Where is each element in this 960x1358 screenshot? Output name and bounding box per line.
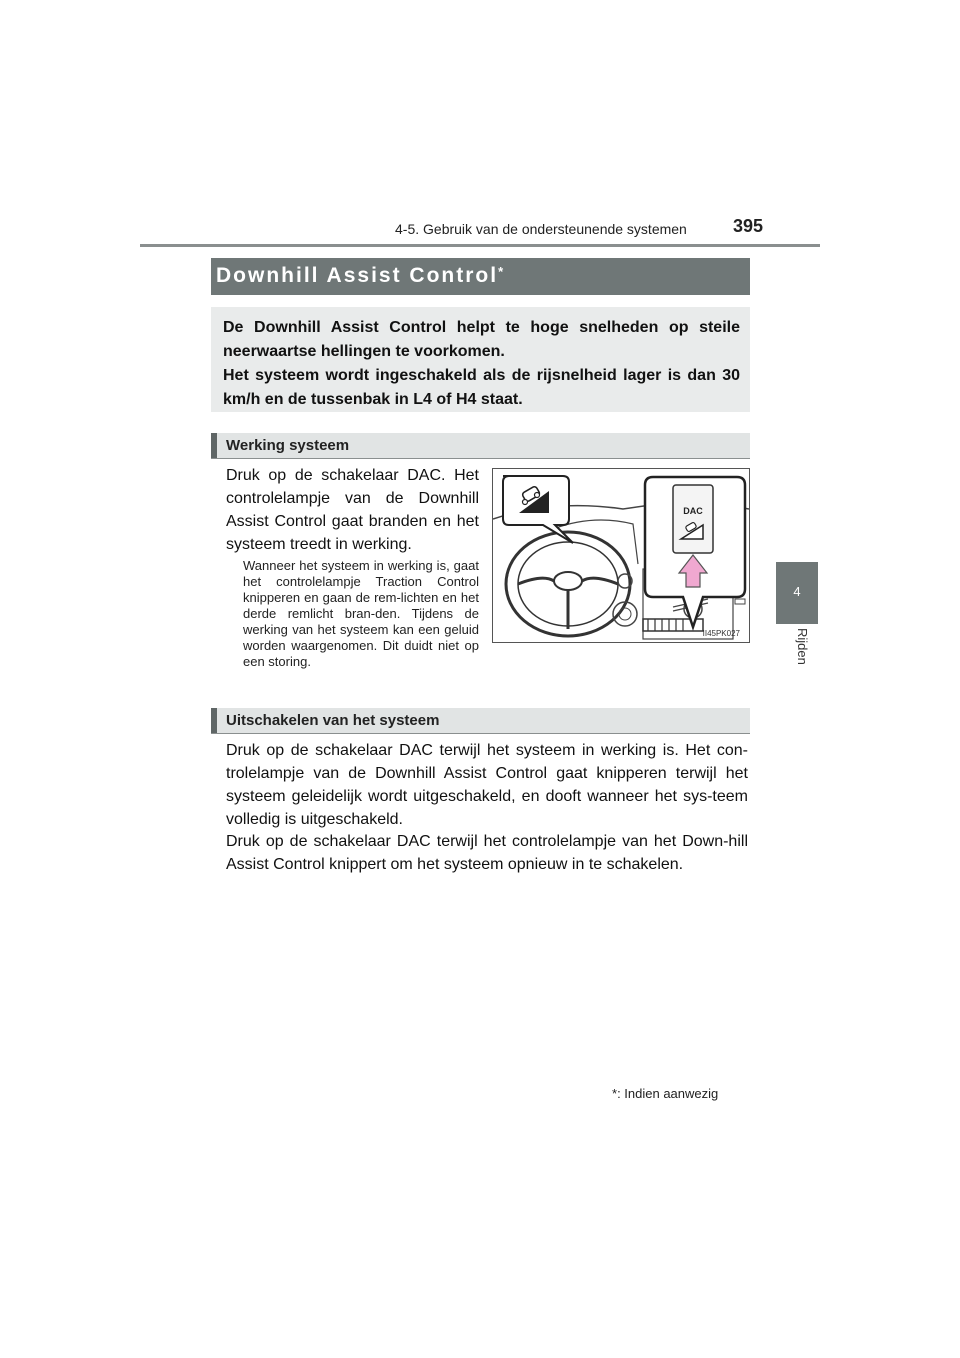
header-rule [140,244,820,247]
dashboard-drawing [493,469,749,642]
chapter-tab [776,562,818,624]
footnote [612,1086,718,1101]
section-heading: Werking systeem [226,437,350,454]
dashboard-illustration [492,468,750,643]
section1-body: Druk op de schakelaar DAC. Het controlelampje van de Downhill Assist Control gaat branden en het systeem treedt in werking. [226,467,479,553]
dac-button-label: DAC [683,506,703,516]
section-heading: Uitschakelen van het systeem [226,712,440,729]
title-asterisk: * [498,264,504,279]
chapter-label: Rijden [795,628,810,665]
page-title [216,264,503,288]
section-marker [211,708,217,733]
page-title-text: Downhill Assist Control [216,264,499,287]
figure-code: II45PK027 [702,629,740,638]
section2-paragraph-1: Druk op de schakelaar DAC terwijl het systeem in werking is. Het con-trolelampje van de Downhill Assist Control gaat knipperen terwijl het systeem geleidelijk wordt uitgeschakeld, en dooft wanneer het sys-teem volledig is uitgeschakeld. [226,742,748,828]
intro-box [211,307,750,412]
footnote-mark: * [612,1086,618,1101]
chapter-number: 4 [793,584,801,599]
section-marker [211,433,217,458]
section1-note: Wanneer het systeem in werking is, gaat het controlelampje Traction Control knipperen en gaan de rem-lichten en het derde remlicht bran-den. Tijdens de werking van het systeem kan een geluid worden waargenomen. Dit duidt niet op een storing. [243,558,479,669]
running-header: 4-5. Gebruik van de ondersteunende systemen [395,221,687,237]
intro-line-2: Het systeem wordt ingeschakeld als de rijsnelheid lager is dan 30 km/h en de tussenbak in L4 of H4 staat. [223,367,740,408]
section2-paragraph-2: Druk op de schakelaar DAC terwijl het controlelampje van het Down-hill Assist Control knippert om het systeem opnieuw in te schakelen. [226,833,748,873]
section-header-werking [211,433,750,459]
page-number: 395 [733,216,764,236]
intro-line-1: De Downhill Assist Control helpt te hoge snelheden op steile neerwaartse hellingen te voorkomen. [223,319,740,360]
section-header-uitschakelen [211,708,750,734]
page-title-bar [211,258,750,295]
footnote-text: : Indien aanwezig [617,1086,719,1101]
